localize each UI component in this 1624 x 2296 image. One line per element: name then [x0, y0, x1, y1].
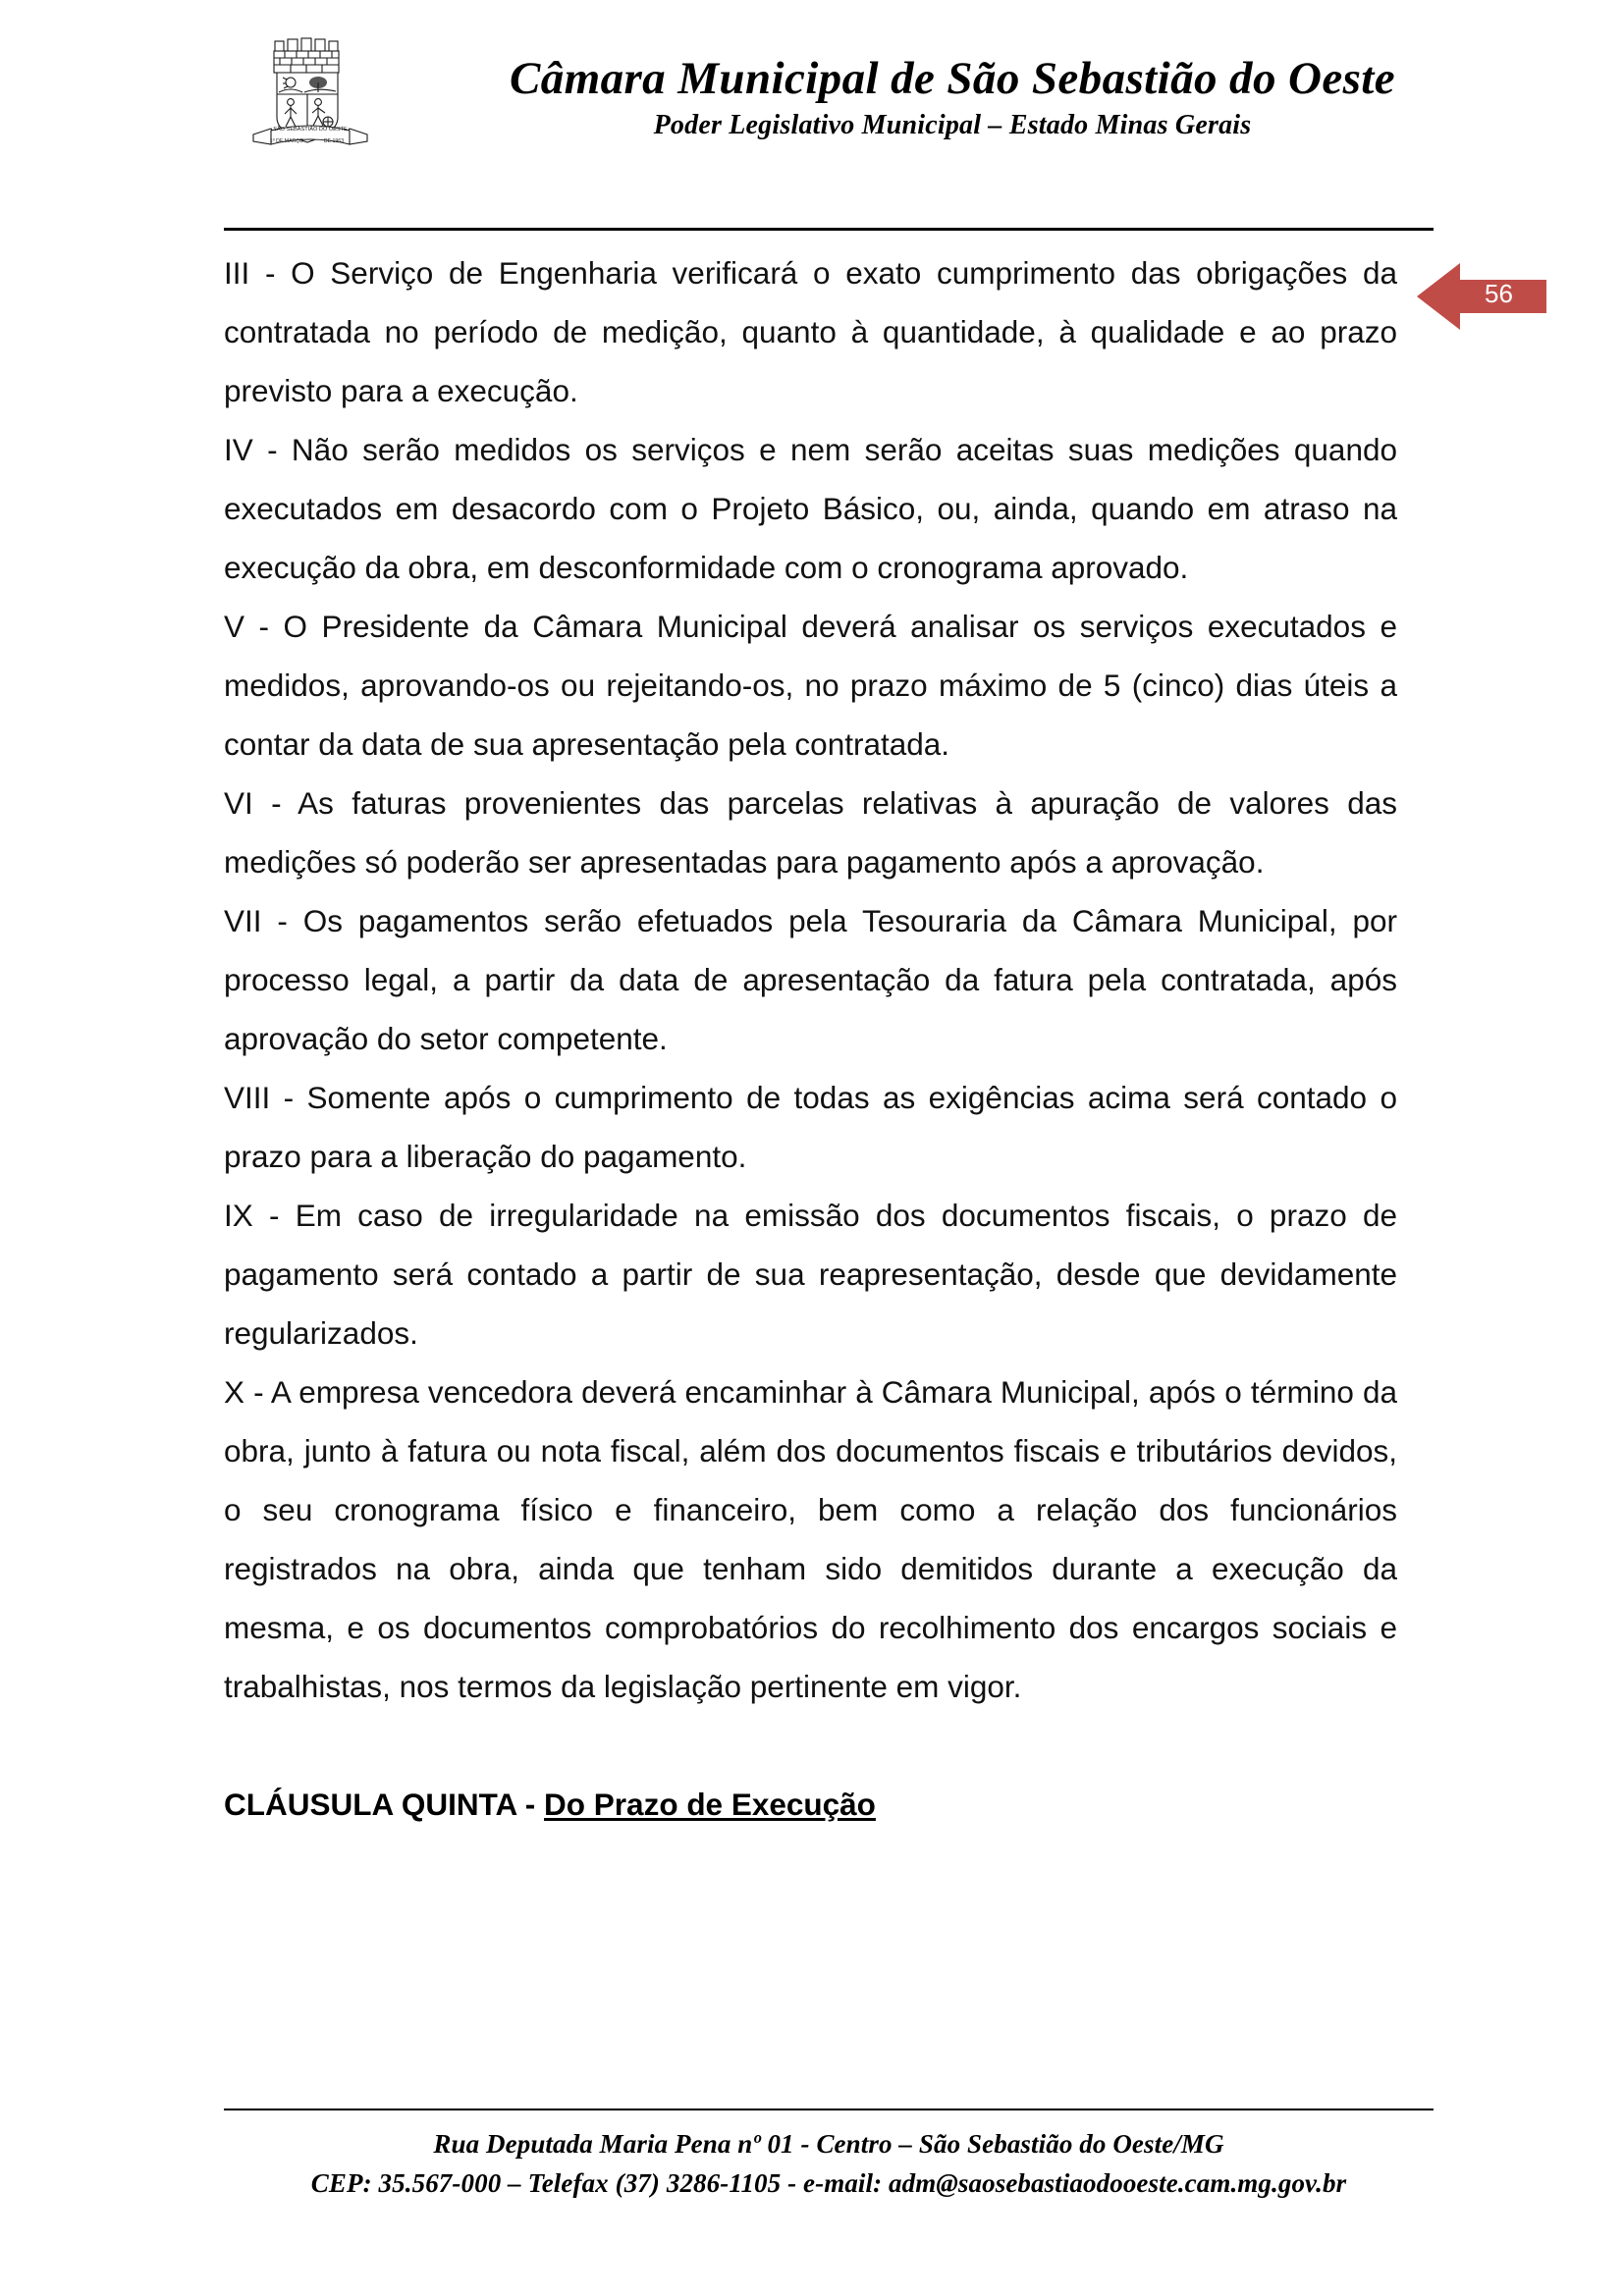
institution-title: Câmara Municipal de São Sebastião do Oeste	[509, 53, 1396, 104]
footer-text-block	[224, 2124, 1434, 2203]
paragraph-v: V - O Presidente da Câmara Municipal deverá analisar os serviços executados e medidos, aprovando-os ou rejeitando-os, no prazo máximo de 5 (cinco) dias úteis a contar da data de sua apresentação pela contratada.	[224, 609, 1397, 762]
clause-heading-title: Do Prazo de Execução	[544, 1787, 876, 1822]
footer-divider	[224, 2109, 1434, 2110]
svg-text:1º DE MARÇO: 1º DE MARÇO	[269, 138, 304, 144]
paragraph-vii: VII - Os pagamentos serão efetuados pela Tesouraria da Câmara Municipal, por processo legal, a partir da data de apresentação da fatura pela contratada, após aprovação do setor competente.	[224, 903, 1397, 1056]
page-number-annotation: 56	[1485, 279, 1513, 308]
header-divider	[224, 228, 1434, 231]
clause-heading	[224, 1775, 1397, 1834]
footer-contact: CEP: 35.567-000 – Telefax (37) 3286-1105 - e-mail: adm@saosebastiaodooeste.cam.mg.gov.br	[310, 2168, 1347, 2198]
header-text-block	[422, 51, 1483, 143]
institution-subtitle: Poder Legislativo Municipal – Estado Minas Gerais	[653, 110, 1252, 140]
document-header	[0, 0, 1624, 196]
paragraph-ix: IX - Em caso de irregularidade na emissão dos documentos fiscais, o prazo de pagamento será contado a partir de sua reapresentação, desde que devidamente regularizados.	[224, 1198, 1397, 1351]
paragraph-viii: VIII - Somente após o cumprimento de todas as exigências acima será contado o prazo para a liberação do pagamento.	[224, 1080, 1397, 1174]
svg-text:DE 1963: DE 1963	[323, 138, 345, 144]
document-body	[224, 243, 1397, 1834]
clause-heading-prefix: CLÁUSULA QUINTA -	[224, 1787, 545, 1822]
svg-text:SÃO SEBASTIÃO DO OESTE: SÃO SEBASTIÃO DO OESTE	[273, 127, 348, 133]
paragraph-iii: III - O Serviço de Engenharia verificará o exato cumprimento das obrigações da contratada no período de medição, quanto à quantidade, à qualidade e ao prazo previsto para a execução.	[224, 255, 1397, 408]
coat-of-arms-icon	[247, 33, 373, 156]
paragraph-x: X - A empresa vencedora deverá encaminhar à Câmara Municipal, após o término da obra, junto à fatura ou nota fiscal, além dos documentos fiscais e tributários devidos, o seu cronograma físico e financeiro, bem como a relação dos funcionários registrados na obra, ainda que tenham sido demitidos durante a execução da mesma, e os documentos comprobatórios do recolhimento dos encargos sociais e trabalhistas, nos termos da legislação pertinente em vigor.	[224, 1374, 1397, 1704]
footer-address: Rua Deputada Maria Pena nº 01 - Centro – São Sebastião do Oeste/MG	[433, 2129, 1224, 2159]
paragraph-iv: IV - Não serão medidos os serviços e nem serão aceitas suas medições quando executados em desacordo com o Projeto Básico, ou, ainda, quando em atraso na execução da obra, em desconformidade com o cronograma aprovado.	[224, 432, 1397, 585]
paragraph-vi: VI - As faturas provenientes das parcelas relativas à apuração de valores das medições só poderão ser apresentadas para pagamento após a aprovação.	[224, 785, 1397, 880]
paragraph-spacer	[224, 1716, 1397, 1775]
